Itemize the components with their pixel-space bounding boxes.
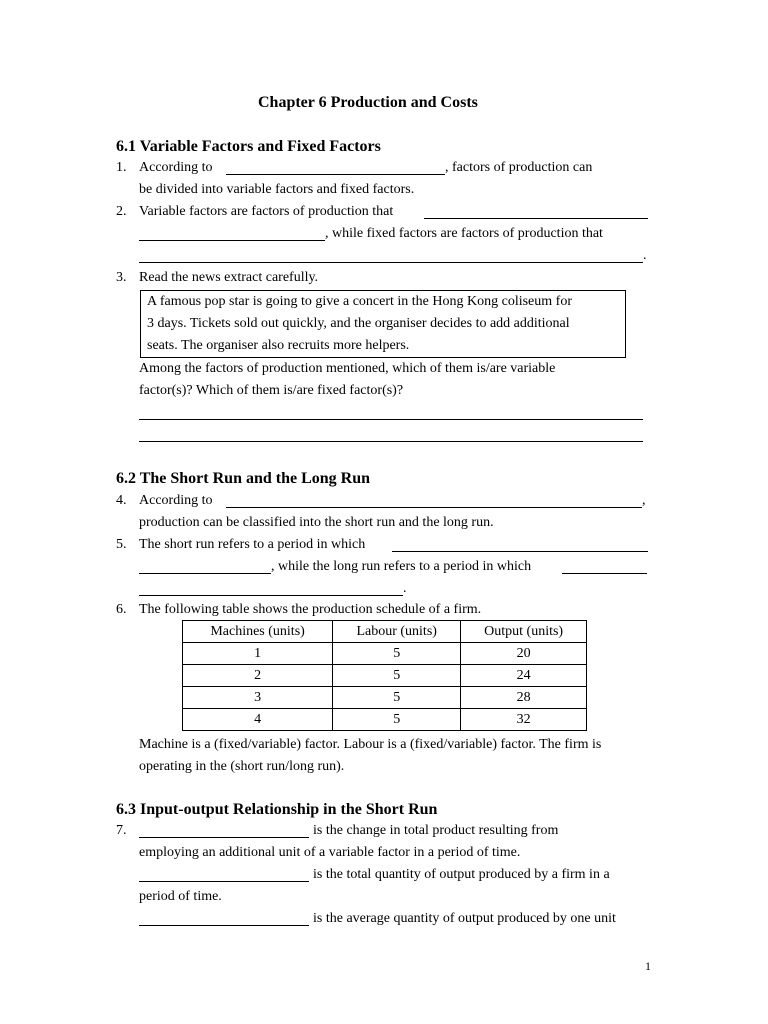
table-cell: 5	[333, 687, 461, 709]
q2-text-mid: , while fixed factors are factors of production that	[325, 226, 603, 241]
page-number: 1	[645, 959, 651, 973]
question-number-7: 7.	[116, 823, 127, 838]
table-row	[183, 687, 587, 709]
table-cell: 5	[333, 709, 461, 731]
q5-answer-line-4[interactable]	[139, 595, 403, 596]
production-schedule-table	[182, 620, 587, 731]
section-heading-6-1: 6.1 Variable Factors and Fixed Factors	[116, 138, 381, 155]
q4-answer-line[interactable]	[226, 507, 642, 508]
q7-answer-line-1[interactable]	[139, 837, 309, 838]
q5-answer-line-2[interactable]	[139, 573, 271, 574]
q4-text-pre: According to	[139, 493, 213, 508]
q2-answer-line-3[interactable]	[139, 262, 643, 263]
q7-text-5: is the average quantity of output produced by one unit	[313, 911, 616, 926]
question-number-2: 2.	[116, 204, 127, 219]
q2-text-pre: Variable factors are factors of production that	[139, 204, 394, 219]
q7-text-1: is the change in total product resulting from	[313, 823, 559, 838]
section-heading-6-2: 6.2 The Short Run and the Long Run	[116, 470, 371, 487]
q1-text-pre: According to	[139, 160, 213, 175]
question-number-3: 3.	[116, 270, 127, 285]
q7-answer-line-3[interactable]	[139, 925, 309, 926]
q6-answer-line1: Machine is a (fixed/variable) factor. Labour is a (fixed/variable) factor. The firm is	[139, 737, 602, 752]
q1-text-line2: be divided into variable factors and fixed factors.	[139, 182, 415, 197]
q5-text-pre: The short run refers to a period in which	[139, 537, 366, 552]
q7-text-3: is the total quantity of output produced by a firm in a	[313, 867, 610, 882]
column-header-output: Output (units)	[461, 621, 587, 643]
table-cell: 2	[183, 665, 333, 687]
news-line: 3 days. Tickets sold out quickly, and the organiser decides to add additional	[147, 316, 570, 331]
q7-text-4: period of time.	[139, 889, 222, 904]
column-header-labour: Labour (units)	[333, 621, 461, 643]
question-number-1: 1.	[116, 160, 127, 175]
column-header-machines: Machines (units)	[183, 621, 333, 643]
news-line: A famous pop star is going to give a concert in the Hong Kong coliseum for	[147, 294, 572, 309]
news-extract-box	[140, 290, 626, 358]
q5-text-end: .	[403, 581, 407, 596]
q2-answer-line-2[interactable]	[139, 240, 325, 241]
q3-answer-line-1[interactable]	[139, 419, 643, 420]
table-cell: 1	[183, 643, 333, 665]
table-cell: 5	[333, 665, 461, 687]
q6-prompt: The following table shows the production schedule of a firm.	[139, 602, 482, 617]
table-cell: 28	[461, 687, 587, 709]
section-heading-6-3: 6.3 Input-output Relationship in the Short Run	[116, 801, 438, 818]
q7-text-2: employing an additional unit of a variable factor in a period of time.	[139, 845, 521, 860]
question-number-4: 4.	[116, 493, 127, 508]
q3-prompt: Read the news extract carefully.	[139, 270, 319, 285]
q1-text-post: , factors of production can	[445, 160, 593, 175]
q3-question-line2: factor(s)? Which of them is/are fixed factor(s)?	[139, 383, 404, 398]
question-number-6: 6.	[116, 602, 127, 617]
q2-answer-line-1[interactable]	[424, 218, 648, 219]
table-cell: 24	[461, 665, 587, 687]
q7-answer-line-2[interactable]	[139, 881, 309, 882]
table-cell: 5	[333, 643, 461, 665]
q2-text-end: .	[643, 248, 647, 263]
table-cell: 3	[183, 687, 333, 709]
table-row	[183, 665, 587, 687]
q3-question-line1: Among the factors of production mentioned, which of them is/are variable	[139, 361, 556, 376]
q1-answer-line[interactable]	[226, 174, 445, 175]
table-row	[183, 643, 587, 665]
page-title: Chapter 6 Production and Costs	[258, 94, 478, 111]
news-line: seats. The organiser also recruits more helpers.	[147, 338, 410, 353]
question-number-5: 5.	[116, 537, 127, 552]
q4-text-post: ,	[642, 493, 646, 508]
q3-answer-line-2[interactable]	[139, 441, 643, 442]
table-cell: 4	[183, 709, 333, 731]
q4-text-line2: production can be classified into the short run and the long run.	[139, 515, 494, 530]
q6-answer-line2: operating in the (short run/long run).	[139, 759, 345, 774]
table-row	[183, 709, 587, 731]
table-cell: 32	[461, 709, 587, 731]
table-header-row	[183, 621, 587, 643]
q5-text-mid: , while the long run refers to a period in which	[271, 559, 532, 574]
q5-answer-line-3[interactable]	[562, 573, 647, 574]
table-cell: 20	[461, 643, 587, 665]
q5-answer-line-1[interactable]	[392, 551, 648, 552]
